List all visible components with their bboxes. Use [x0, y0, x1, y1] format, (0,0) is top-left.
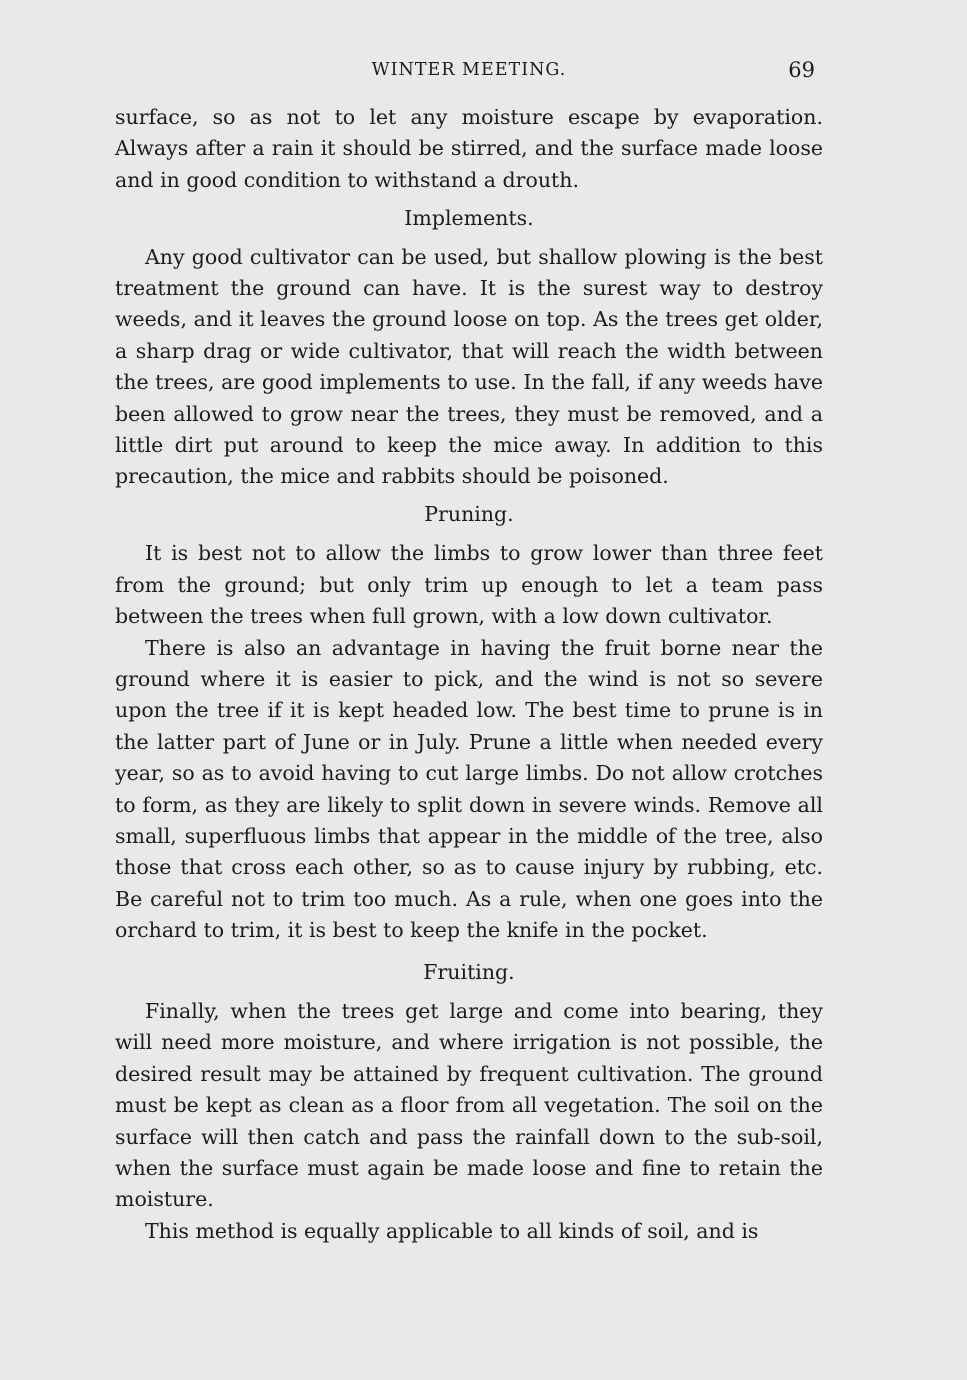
paragraph: There is also an advantage in having the fruit borne near the ground where it is easier to pick, and the wind is not so severe upon the tree if it is kept headed low. The best time to prune is in the latter part of June or in July. Prune a little when needed every year, so as to avoid having to cut large limbs. Do not allow crotches to form, as they are likely to split down in severe winds. Remove all small, superfluous limbs that appear in the middle of the tree, also those that cross each other, so as to cause injury by rubbing, etc. Be careful not to trim too much. As a rule, when one goes into the orchard to trim, it is best to keep the knife in the pocket. — [115, 635, 823, 943]
section-heading-fruiting: Fruiting. — [423, 959, 515, 984]
section-heading-pruning: Pruning. — [424, 501, 514, 526]
running-head: WINTER MEETING. — [371, 60, 567, 80]
paragraph-continued: surface, so as not to let any moisture escape by evaporation. Always after a rain it should be stirred, and the surface made loose and in good condition to withstand a drouth. — [115, 105, 823, 192]
page-number: 69 — [788, 58, 815, 82]
paragraph: Any good cultivator can be used, but shallow plowing is the best treatment the ground can have. It is the surest way to destroy weeds, and it leaves the ground loose on top. As the trees get older, a sharp drag or wide cultivator, that will reach the width between the trees, are good implements to use. In the fall, if any weeds have been allowed to grow near the trees, they must be removed, and a little dirt put around to keep the mice away. In addition to this precaution, the mice and rabbits should be poisoned. — [115, 244, 823, 489]
body-text — [115, 102, 823, 1247]
paragraph: It is best not to allow the limbs to grow lower than three feet from the ground; but only trim up enough to let a team pass between the trees when full grown, with a low down cultivator. — [115, 541, 823, 629]
paragraph: Finally, when the trees get large and come into bearing, they will need more moisture, and where irrigation is not possible, the desired result may be attained by frequent cultivation. The ground must be kept as clean as a floor from all vegetation. The soil on the surface will then catch and pass the rainfall down to the sub-soil, when the surface must again be made loose and fine to retain the moisture. — [115, 998, 823, 1212]
paragraph: This method is equally applicable to all kinds of soil, and is — [145, 1218, 759, 1243]
page-header — [115, 56, 823, 86]
section-heading-implements: Implements. — [404, 206, 534, 231]
